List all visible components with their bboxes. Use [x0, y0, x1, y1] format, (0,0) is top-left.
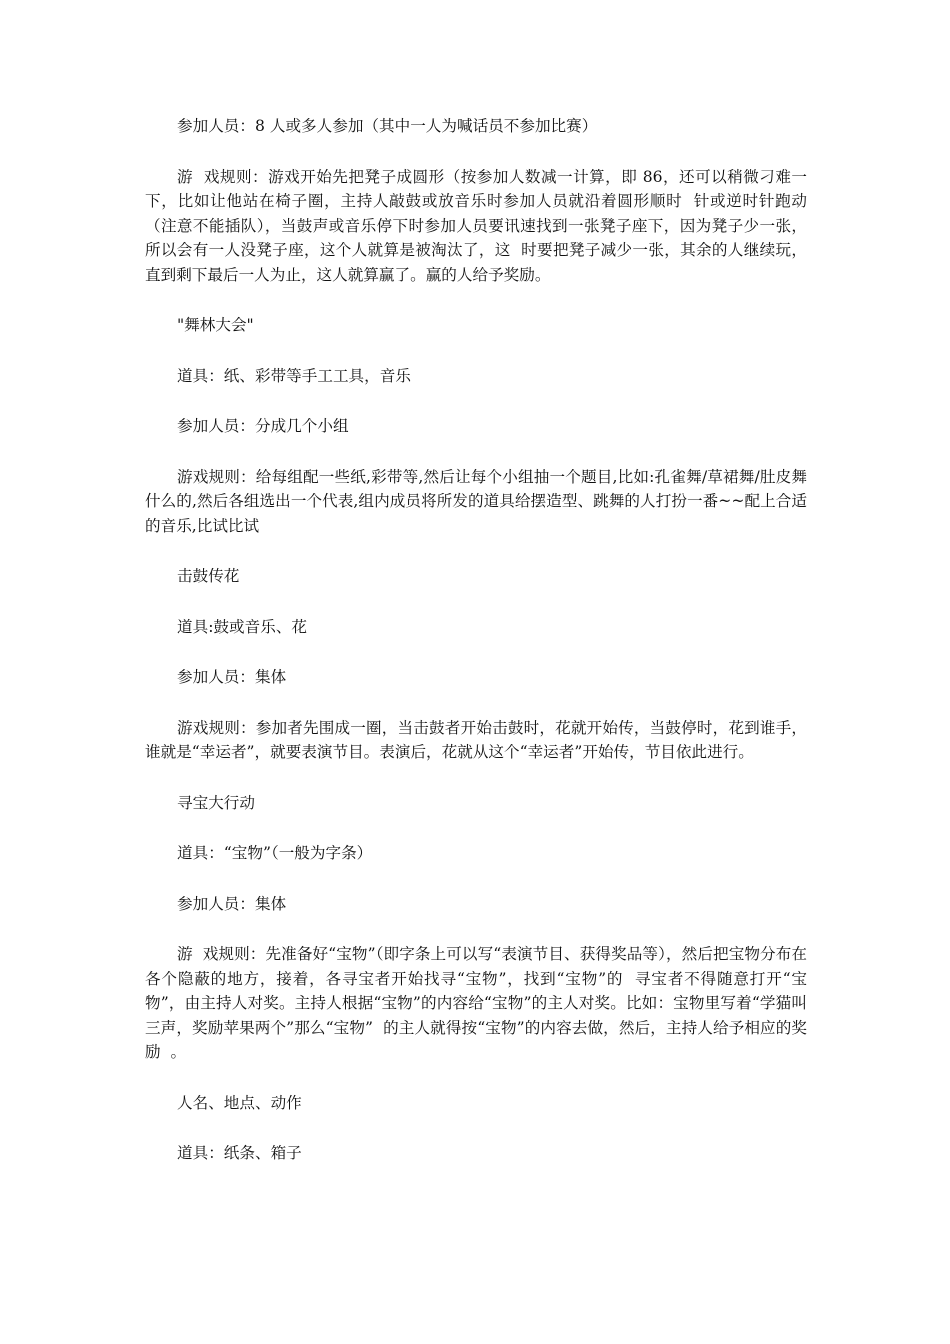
document-page — [145, 114, 807, 1166]
game-title-treasure-hunt: 寻宝大行动 — [177, 793, 255, 812]
participants-paragraph: 参加人员：集体 — [177, 894, 287, 913]
participants-paragraph: 参加人员：分成几个小组 — [177, 417, 349, 435]
rules-paragraph: 游 戏规则：先准备好“宝物”（即字条上可以写“表演节目、获得奖品等），然后把宝物分布在各个隐蔽的地方，接着，各寻宝者开始找寻“宝物”，找到“宝物”的 寻宝者不得随意打开“宝物”，由主持人对奖。主持人根据“宝物”的内容给“宝物”的主人对奖。比如：宝物里写着“学猫叫三声，奖励苹果两个”那么“宝物” 的主人就得按“宝物”的内容去做，然后，主持人给予相应的奖励 。 — [145, 945, 807, 1061]
props-paragraph: 道具:鼓或音乐、花 — [177, 617, 308, 636]
participants-paragraph: 参加人员：8 人或多人参加（其中一人为喊话员不参加比赛） — [177, 117, 598, 135]
game-title-dance: "舞林大会" — [177, 316, 254, 334]
rules-paragraph: 游 戏规则：游戏开始先把凳子成圆形（按参加人数减一计算，即 86，还可以稍微刁难一下，比如让他站在椅子圈，主持人敲鼓或放音乐时参加人员就沿着圆形顺时 针或逆时针跑动（注意不能插队），当鼓声或音乐停下时参加人员要讯速找到一张凳子座下，因为凳子少一张，所以会有一人没凳子座，这个人就算是被淘汰了，这 时要把凳子减少一张，其余的人继续玩，直到剩下最后一人为止，这人就算赢了。赢的人给予奖励。 — [145, 167, 807, 284]
game-title-name-place-action: 人名、地点、动作 — [177, 1093, 302, 1112]
props-paragraph: 道具：纸、彩带等手工工具，音乐 — [177, 366, 411, 385]
props-paragraph: 道具：纸条、箱子 — [177, 1144, 302, 1162]
participants-paragraph: 参加人员：集体 — [177, 668, 287, 686]
rules-paragraph: 游戏规则：给每组配一些纸,彩带等,然后让每个小组抽一个题目,比如:孔雀舞/草裙舞/肚皮舞什么的,然后各组选出一个代表,组内成员将所发的道具给摆造型、跳舞的人打扮一番~~配上合适的音乐,比试比试 — [145, 467, 807, 535]
rules-paragraph: 游戏规则：参加者先围成一圈，当击鼓者开始击鼓时，花就开始传，当鼓停时，花到谁手，谁就是“幸运者”，就要表演节目。表演后，花就从这个“幸运者”开始传，节目依此进行。 — [145, 718, 807, 761]
game-title-drum-flower: 击鼓传花 — [177, 567, 240, 585]
props-paragraph: 道具：“宝物”（一般为字条） — [177, 844, 373, 862]
